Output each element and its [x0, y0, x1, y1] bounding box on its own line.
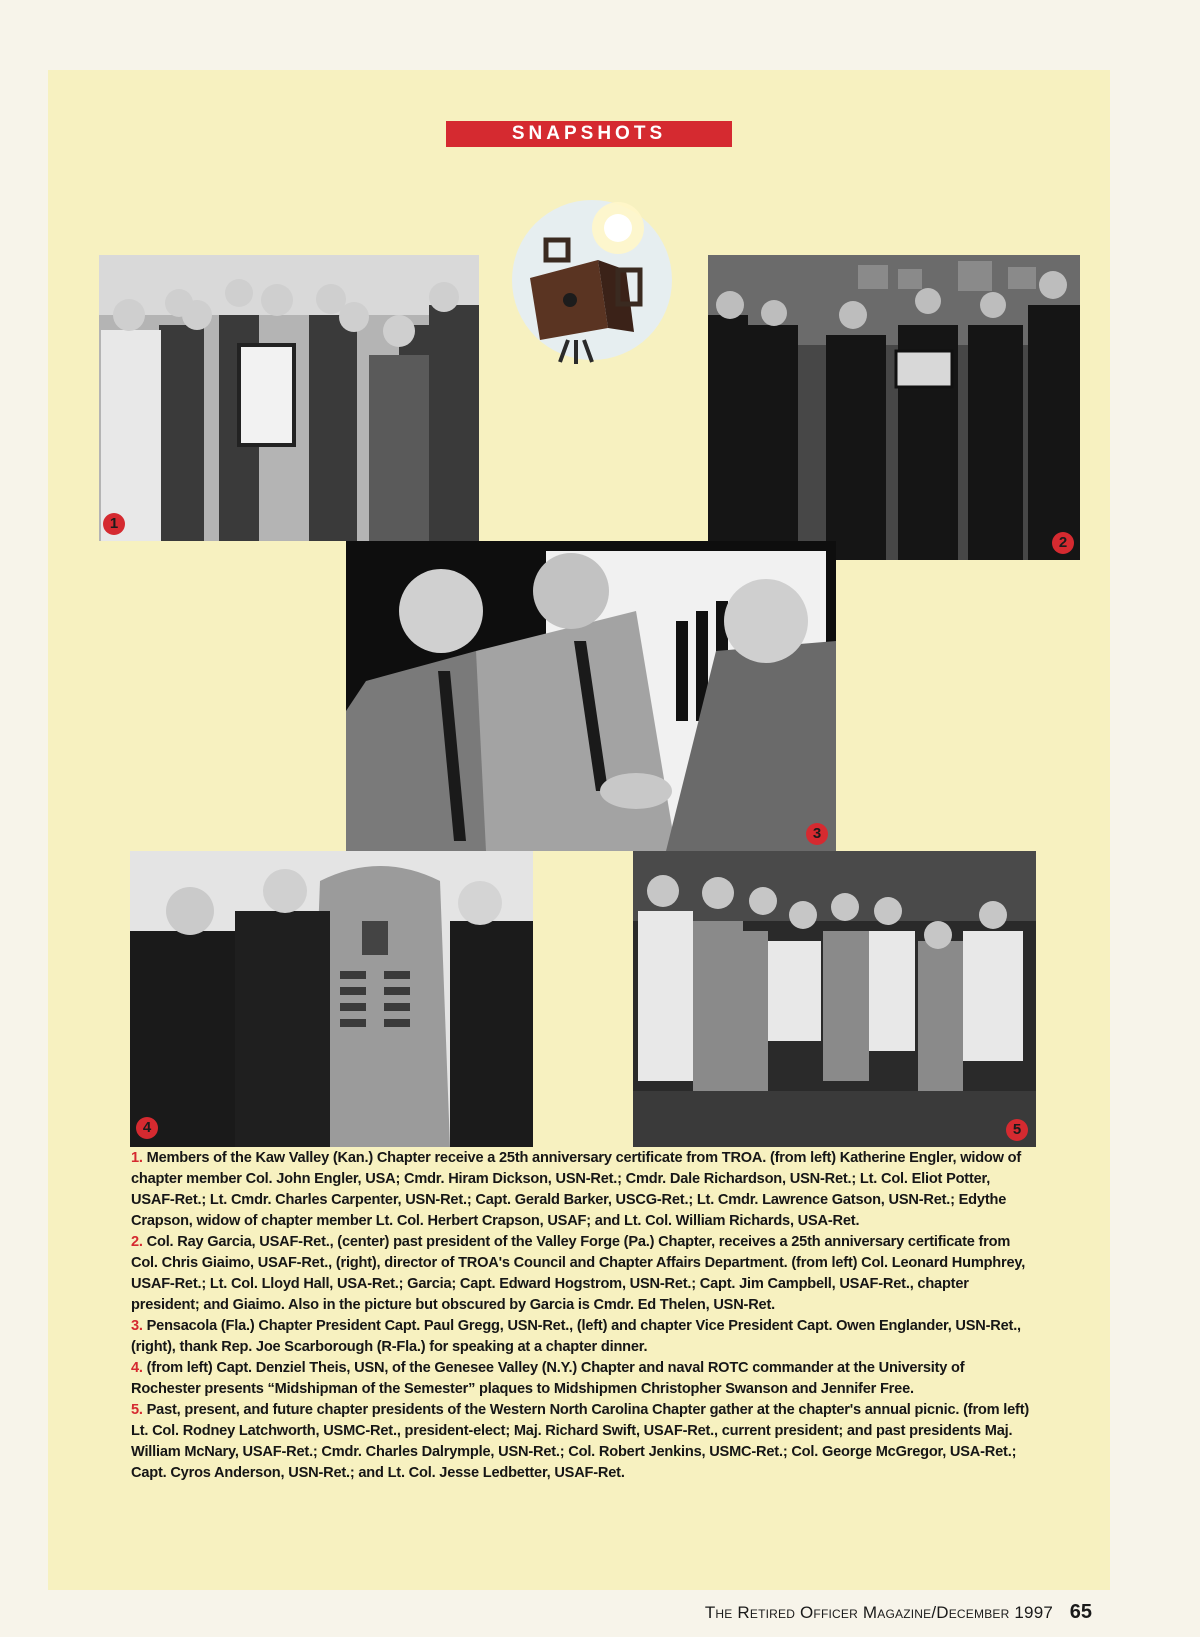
photo-number-badge: 3 [806, 823, 828, 845]
photo-5 [633, 851, 1036, 1147]
publication-line: The Retired Officer Magazine/December 1997 [704, 1603, 1054, 1622]
photo-1 [99, 255, 479, 541]
camera-icon [508, 200, 676, 370]
photo-2 [708, 255, 1080, 560]
caption-number: 5. [131, 1402, 143, 1418]
caption-text: Past, present, and future chapter presidents of the Western North Carolina Chapter gather at the chapter's annual picnic. (from left) Lt. Col. Rodney Latchworth, USMC-Ret., president-elect; Maj. Richard Swift, USAF-Ret., current president; and past presidents Maj. William McNary, USAF-Ret.; Cmdr. Charles Dalrymple, USN-Ret.; Col. Robert Jenkins, USMC-Ret.; Col. George McGregor, USA-Ret.; Capt. Cyros Anderson, USN-Ret.; and Lt. Col. Jesse Ledbetter, USAF-Ret. [131, 1402, 1030, 1481]
caption-number: 1. [131, 1150, 143, 1166]
page-number: 65 [1069, 1601, 1092, 1623]
caption-2 [131, 1232, 1031, 1316]
photo-number-badge: 2 [1052, 532, 1074, 554]
photo-4 [130, 851, 533, 1147]
photo-number-badge: 5 [1006, 1119, 1028, 1141]
caption-1 [131, 1148, 1031, 1232]
section-title: SNAPSHOTS [446, 121, 732, 147]
caption-text: Pensacola (Fla.) Chapter President Capt. Paul Gregg, USN-Ret., (left) and chapter Vice President Capt. Owen Englander, USN-Ret., (right), thank Rep. Joe Scarborough (R-Fla.) for speaking at a chapter dinner. [131, 1318, 1021, 1355]
page-footer [705, 1601, 1092, 1624]
caption-number: 2. [131, 1234, 143, 1250]
caption-5 [131, 1400, 1031, 1484]
photo-number-badge: 4 [136, 1117, 158, 1139]
photo-3 [346, 541, 836, 851]
photo-number-badge: 1 [103, 513, 125, 535]
caption-list [131, 1148, 1031, 1484]
caption-text: (from left) Capt. Denziel Theis, USN, of the Genesee Valley (N.Y.) Chapter and naval ROTC commander at the University of Rochester presents “Midshipman of the Semester” plaques to Midshipmen Christopher Swanson and Jennifer Free. [131, 1360, 965, 1397]
caption-text: Col. Ray Garcia, USAF-Ret., (center) past president of the Valley Forge (Pa.) Chapter, receives a 25th anniversary certificate from Col. Chris Giaimo, USAF-Ret., (right), director of TROA's Council and Chapter Affairs Department. (from left) Col. Leonard Humphrey, USAF-Ret.; Lt. Col. Lloyd Hall, USA-Ret.; Garcia; Capt. Edward Hogstrom, USN-Ret.; Capt. Jim Campbell, USAF-Ret., chapter president; and Giaimo. Also in the picture but obscured by Garcia is Cmdr. Ed Thelen, USN-Ret. [131, 1234, 1026, 1313]
caption-number: 3. [131, 1318, 143, 1334]
caption-3 [131, 1316, 1031, 1358]
caption-text: Members of the Kaw Valley (Kan.) Chapter receive a 25th anniversary certificate from TROA. (from left) Katherine Engler, widow of chapter member Col. John Engler, USA; Cmdr. Hiram Dickson, USN-Ret.; Cmdr. Dale Richardson, USN-Ret.; Lt. Col. Eliot Potter, USAF-Ret.; Lt. Cmdr. Charles Carpenter, USN-Ret.; Capt. Gerald Barker, USCG-Ret.; Lt. Cmdr. Lawrence Gatson, USN-Ret.; Edythe Crapson, widow of chapter member Lt. Col. Herbert Crapson, USAF; and Lt. Col. William Richards, USA-Ret. [131, 1150, 1022, 1229]
caption-number: 4. [131, 1360, 143, 1376]
caption-4 [131, 1358, 1031, 1400]
